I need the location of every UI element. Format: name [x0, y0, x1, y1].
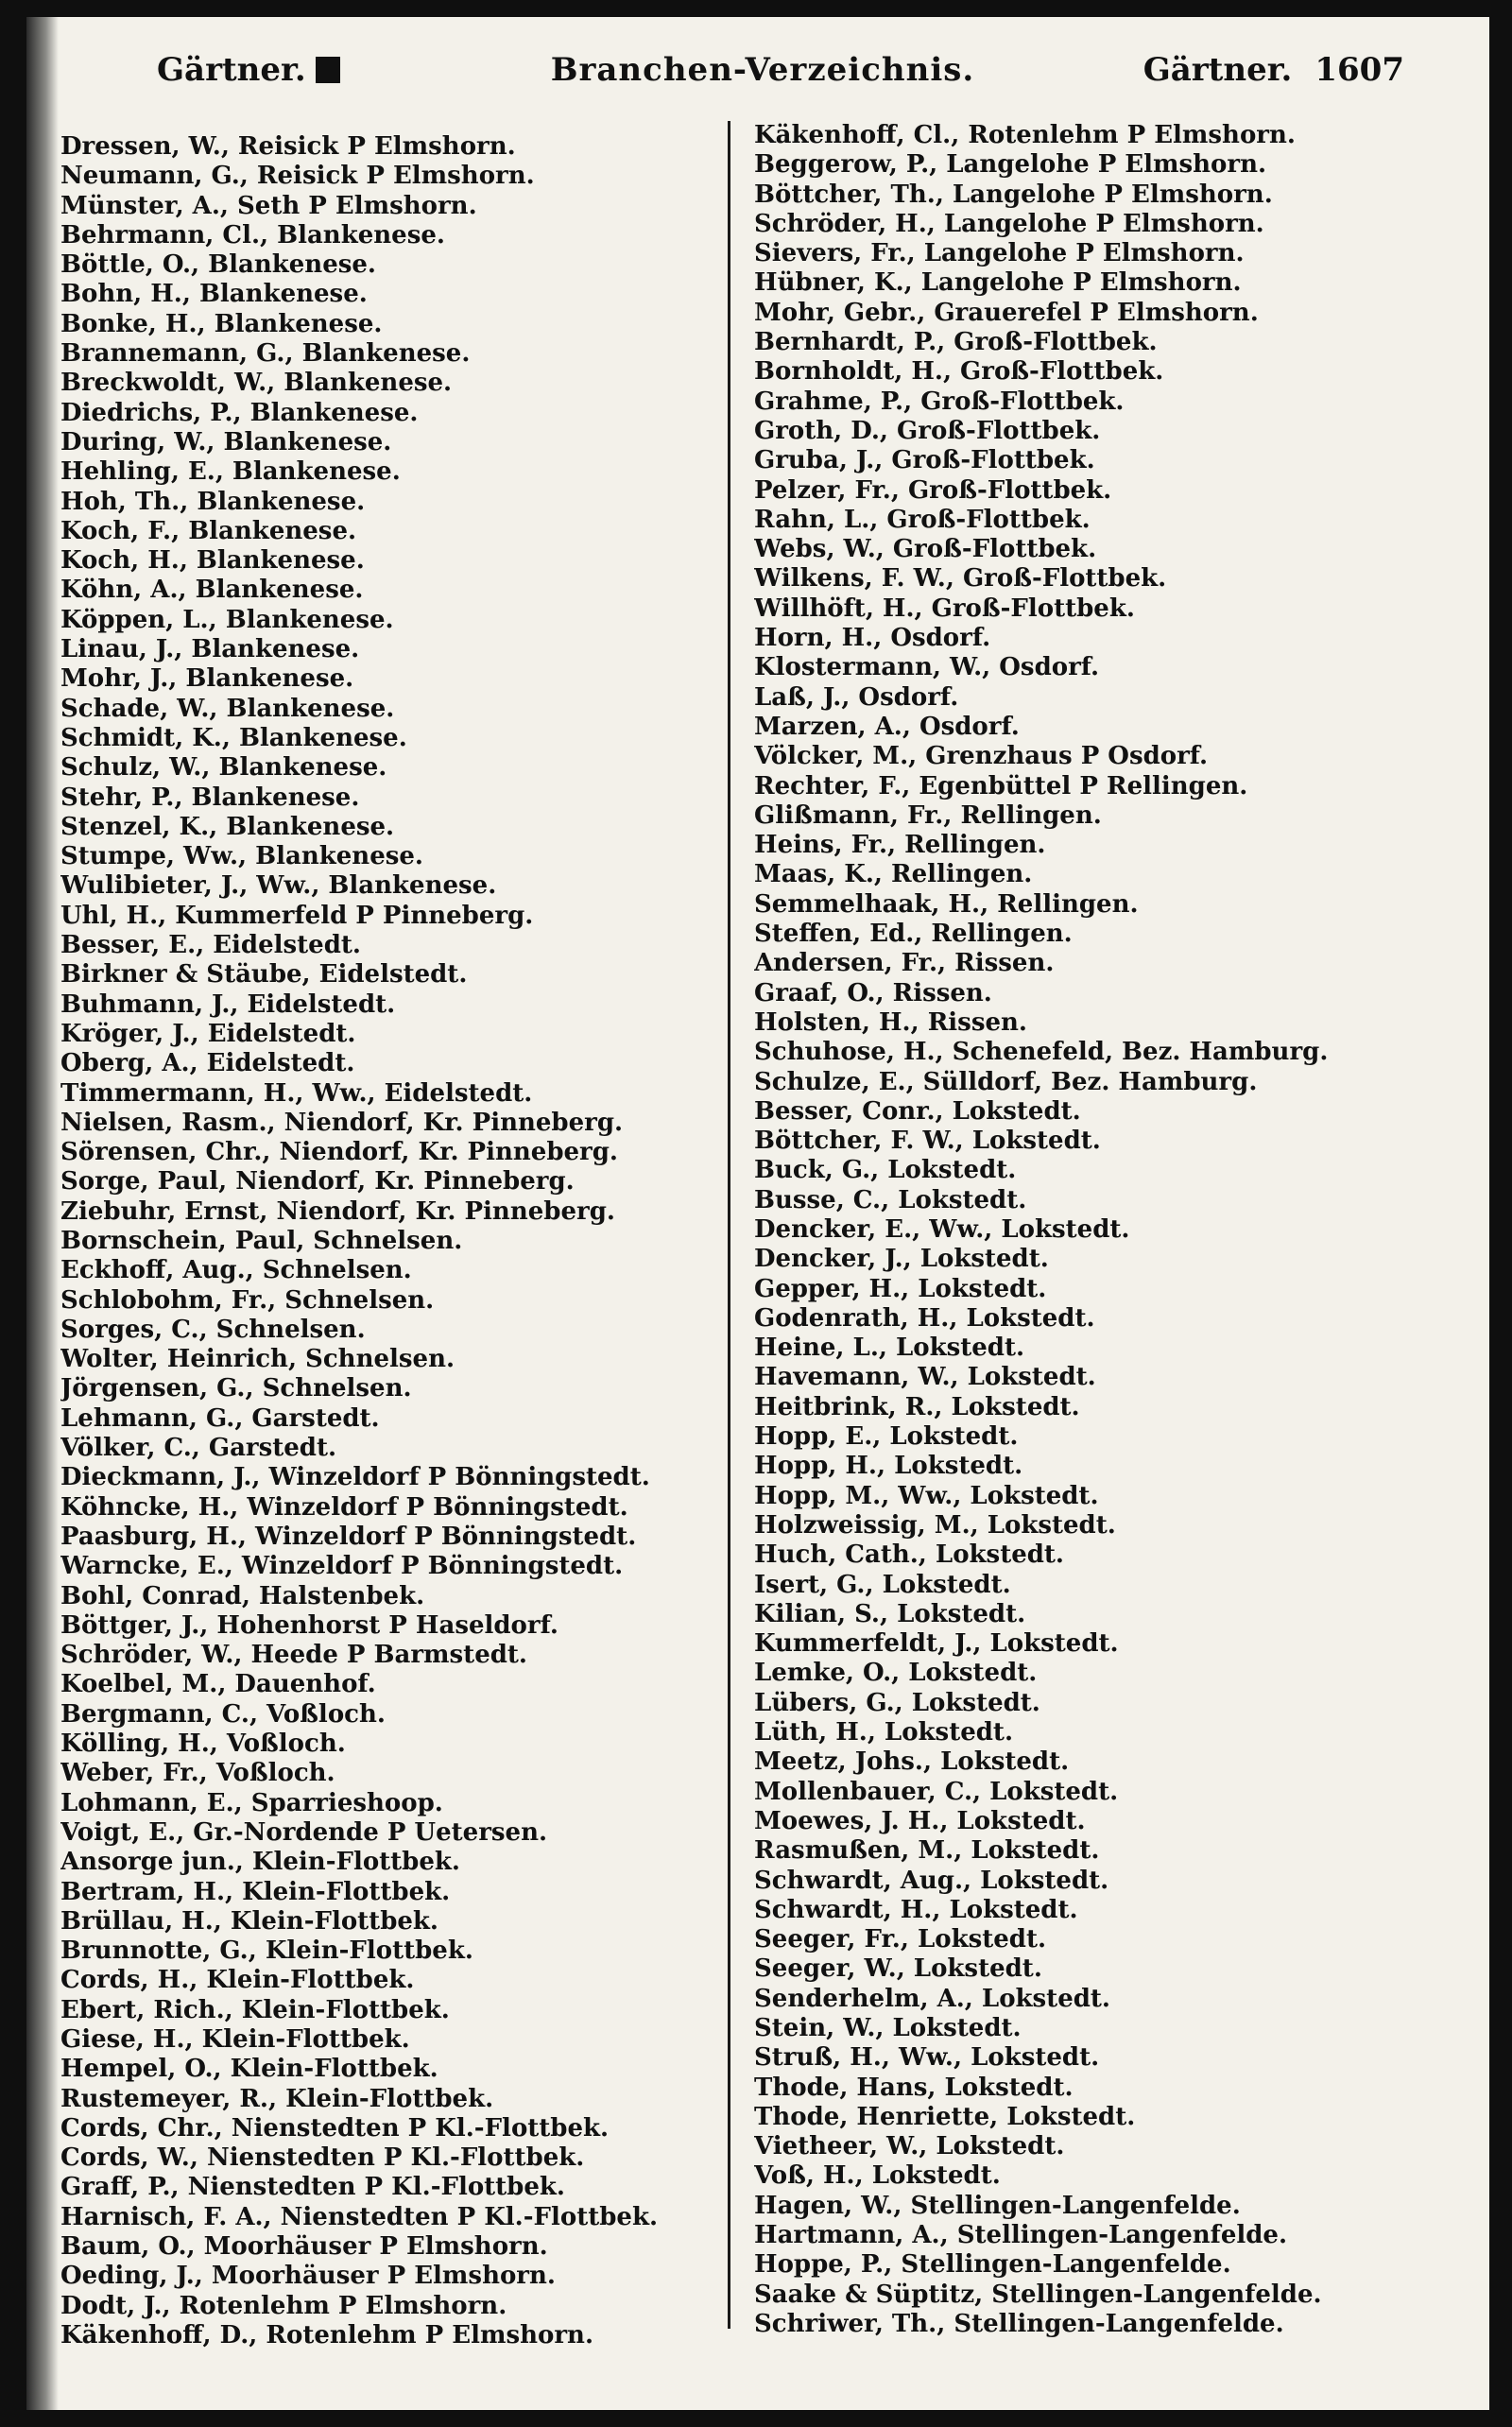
list-item: Böttcher, F. W., Lokstedt. — [754, 1127, 1101, 1156]
list-item: Isert, G., Lokstedt. — [754, 1570, 1011, 1599]
list-item: Wulibieter, J., Ww., Blankenese. — [60, 871, 497, 901]
list-item: Ansorge jun., Klein-Flottbek. — [60, 1848, 460, 1877]
column-divider — [728, 121, 730, 2329]
list-item: Paasburg, H., Winzeldorf P Bönningstedt. — [60, 1522, 637, 1551]
list-item: Gruba, J., Groß-Flottbek. — [754, 446, 1095, 475]
list-item: Dencker, J., Lokstedt. — [754, 1245, 1049, 1274]
header-left-title: Gärtner. — [157, 51, 306, 89]
list-item: Glißmann, Fr., Rellingen. — [754, 800, 1102, 830]
list-item: Thode, Hans, Lokstedt. — [754, 2073, 1074, 2102]
list-item: Lüth, H., Lokstedt. — [754, 1718, 1013, 1747]
list-item: Steffen, Ed., Rellingen. — [754, 920, 1073, 949]
list-item: Hoh, Th., Blankenese. — [60, 487, 366, 516]
list-item: Buck, G., Lokstedt. — [754, 1156, 1017, 1185]
list-item: Brüllau, H., Klein-Flottbek. — [60, 1906, 438, 1936]
list-item: Bohl, Conrad, Halstenbek. — [60, 1581, 425, 1610]
list-item: Ziebuhr, Ernst, Niendorf, Kr. Pinneberg. — [60, 1196, 615, 1226]
list-item: Mohr, J., Blankenese. — [60, 664, 354, 694]
list-item: Bornholdt, H., Groß-Flottbek. — [754, 357, 1164, 387]
list-item: Havemann, W., Lokstedt. — [754, 1363, 1096, 1392]
list-item: Rustemeyer, R., Klein-Flottbek. — [60, 2084, 494, 2113]
list-item: Stein, W., Lokstedt. — [754, 2014, 1022, 2042]
list-item: Heitbrink, R., Lokstedt. — [754, 1392, 1080, 1421]
list-item: Lehmann, G., Garstedt. — [60, 1403, 380, 1433]
list-item: Gepper, H., Lokstedt. — [754, 1274, 1047, 1303]
page-header — [121, 43, 1404, 100]
list-item: Koelbel, M., Dauenhof. — [60, 1670, 376, 1699]
list-item: Buhmann, J., Eidelstedt. — [60, 990, 396, 1019]
list-item: Stehr, P., Blankenese. — [60, 783, 360, 812]
list-item: Brannemann, G., Blankenese. — [60, 339, 471, 369]
list-item: Lemke, O., Lokstedt. — [754, 1659, 1038, 1688]
list-item: Eckhoff, Aug., Schnelsen. — [60, 1256, 412, 1285]
list-item: Ebert, Rich., Klein-Flottbek. — [60, 1995, 450, 2024]
list-item: Schulze, E., Sülldorf, Bez. Hamburg. — [754, 1067, 1258, 1096]
list-item: Andersen, Fr., Rissen. — [754, 949, 1055, 978]
list-item: Grahme, P., Groß-Flottbek. — [754, 387, 1125, 416]
list-item: Besser, E., Eidelstedt. — [60, 931, 361, 960]
list-item: Mohr, Gebr., Grauerefel P Elmshorn. — [754, 298, 1259, 327]
list-item: Heins, Fr., Rellingen. — [754, 831, 1046, 860]
list-item: Cords, H., Klein-Flottbek. — [60, 1966, 415, 1995]
list-item: Rechter, F., Egenbüttel P Rellingen. — [754, 771, 1248, 800]
left-column — [60, 132, 713, 2350]
list-item: Huch, Cath., Lokstedt. — [754, 1541, 1064, 1570]
list-item: Rahn, L., Groß-Flottbek. — [754, 505, 1091, 534]
list-item: Graff, P., Nienstedten P Kl.-Flottbek. — [60, 2173, 565, 2202]
list-item: Voß, H., Lokstedt. — [754, 2161, 1001, 2191]
list-item: Käkenhoff, Cl., Rotenlehm P Elmshorn. — [754, 121, 1296, 149]
list-item: Bohn, H., Blankenese. — [60, 280, 368, 309]
list-item: Hübner, K., Langelohe P Elmshorn. — [754, 268, 1242, 298]
list-item: Diedrichs, P., Blankenese. — [60, 398, 419, 427]
list-item: Köhncke, H., Winzeldorf P Bönningstedt. — [60, 1492, 628, 1522]
list-item: Cords, W., Nienstedten P Kl.-Flottbek. — [60, 2143, 585, 2173]
list-item: Seeger, W., Lokstedt. — [754, 1954, 1042, 1984]
list-item: Lohmann, E., Sparrieshoop. — [60, 1788, 443, 1817]
directory-page — [26, 17, 1489, 2410]
list-item: Cords, Chr., Nienstedten P Kl.-Flottbek. — [60, 2113, 610, 2143]
list-item: Rasmußen, M., Lokstedt. — [754, 1836, 1100, 1866]
list-item: Laß, J., Osdorf. — [754, 682, 959, 712]
list-item: Baum, O., Moorhäuser P Elmshorn. — [60, 2232, 548, 2262]
list-item: Hoppe, P., Stellingen-Langenfelde. — [754, 2250, 1231, 2280]
list-item: Bornschein, Paul, Schnelsen. — [60, 1226, 463, 1255]
list-item: Kröger, J., Eidelstedt. — [60, 1019, 356, 1048]
list-item: Graaf, O., Rissen. — [754, 978, 992, 1007]
list-item: Holzweissig, M., Lokstedt. — [754, 1510, 1116, 1540]
list-item: Oberg, A., Eidelstedt. — [60, 1049, 355, 1078]
list-item: Hopp, M., Ww., Lokstedt. — [754, 1481, 1099, 1510]
list-item: Marzen, A., Osdorf. — [754, 712, 1020, 741]
list-item: Godenrath, H., Lokstedt. — [754, 1303, 1095, 1333]
list-item: Uhl, H., Kummerfeld P Pinneberg. — [60, 901, 534, 930]
list-item: Münster, A., Seth P Elmshorn. — [60, 191, 477, 220]
list-item: Schade, W., Blankenese. — [60, 694, 395, 723]
header-center-title: Branchen-Verzeichnis. — [550, 51, 975, 89]
list-item: Neumann, G., Reisick P Elmshorn. — [60, 162, 535, 191]
list-item: Kilian, S., Lokstedt. — [754, 1599, 1026, 1628]
list-item: Hopp, H., Lokstedt. — [754, 1452, 1023, 1481]
list-item: Köppen, L., Blankenese. — [60, 605, 394, 634]
list-item: Busse, C., Lokstedt. — [754, 1185, 1027, 1214]
header-right-title: Gärtner. — [1143, 51, 1293, 89]
list-item: Schuhose, H., Schenefeld, Bez. Hamburg. — [754, 1038, 1329, 1067]
list-item: Behrmann, Cl., Blankenese. — [60, 220, 445, 250]
list-item: Heine, L., Lokstedt. — [754, 1334, 1025, 1363]
list-item: Seeger, Fr., Lokstedt. — [754, 1925, 1047, 1954]
list-item: Koch, F., Blankenese. — [60, 516, 357, 545]
list-item: Oeding, J., Moorhäuser P Elmshorn. — [60, 2262, 556, 2291]
list-item: Jörgensen, G., Schnelsen. — [60, 1374, 412, 1403]
list-item: Stenzel, K., Blankenese. — [60, 812, 395, 841]
list-item: Saake & Süptitz, Stellingen-Langenfelde. — [754, 2280, 1322, 2309]
list-item: Birkner & Stäube, Eidelstedt. — [60, 960, 468, 990]
list-item: Sorge, Paul, Niendorf, Kr. Pinneberg. — [60, 1167, 575, 1196]
list-item: Schriwer, Th., Stellingen-Langenfelde. — [754, 2309, 1284, 2338]
list-item: Sorges, C., Schnelsen. — [60, 1315, 366, 1344]
list-item: Bertram, H., Klein-Flottbek. — [60, 1877, 451, 1906]
list-item: Willhöft, H., Groß-Flottbek. — [754, 594, 1135, 623]
list-item: Kummerfeldt, J., Lokstedt. — [754, 1629, 1119, 1659]
list-item: Böttcher, Th., Langelohe P Elmshorn. — [754, 180, 1273, 209]
list-item: Moewes, J. H., Lokstedt. — [754, 1806, 1086, 1835]
list-item: Pelzer, Fr., Groß-Flottbek. — [754, 475, 1112, 505]
list-item: Schwardt, Aug., Lokstedt. — [754, 1866, 1109, 1895]
list-item: Dressen, W., Reisick P Elmshorn. — [60, 132, 516, 161]
list-item: Vietheer, W., Lokstedt. — [754, 2132, 1065, 2161]
list-item: Bernhardt, P., Groß-Flottbek. — [754, 328, 1158, 357]
list-item: Köhn, A., Blankenese. — [60, 576, 364, 605]
list-item: Sievers, Fr., Langelohe P Elmshorn. — [754, 239, 1245, 268]
list-item: Käkenhoff, D., Rotenlehm P Elmshorn. — [60, 2320, 594, 2350]
list-item: Warncke, E., Winzeldorf P Bönningstedt. — [60, 1552, 624, 1581]
list-item: Breckwoldt, W., Blankenese. — [60, 369, 453, 398]
list-item: Webs, W., Groß-Flottbek. — [754, 535, 1097, 564]
list-item: Sörensen, Chr., Niendorf, Kr. Pinneberg. — [60, 1138, 618, 1167]
list-item: Schmidt, K., Blankenese. — [60, 723, 407, 752]
list-item: Dencker, E., Ww., Lokstedt. — [754, 1214, 1130, 1244]
list-item: Linau, J., Blankenese. — [60, 635, 360, 664]
list-item: Dieckmann, J., Winzeldorf P Bönningstedt. — [60, 1463, 650, 1492]
page-number: 1607 — [1314, 51, 1404, 89]
list-item: Böttger, J., Hohenhorst P Haseldorf. — [60, 1610, 558, 1640]
list-item: Schulz, W., Blankenese. — [60, 753, 387, 783]
list-item: Hagen, W., Stellingen-Langenfelde. — [754, 2191, 1241, 2220]
list-item: Wilkens, F. W., Groß-Flottbek. — [754, 564, 1167, 594]
list-item: Horn, H., Osdorf. — [754, 624, 991, 653]
list-item: During, W., Blankenese. — [60, 427, 392, 456]
list-item: Böttle, O., Blankenese. — [60, 250, 376, 280]
list-item: Dodt, J., Rotenlehm P Elmshorn. — [60, 2291, 507, 2320]
list-item: Hopp, E., Lokstedt. — [754, 1422, 1019, 1452]
list-item: Schlobohm, Fr., Schnelsen. — [60, 1285, 435, 1315]
header-right — [1143, 51, 1404, 89]
list-item: Stumpe, Ww., Blankenese. — [60, 842, 423, 871]
list-item: Beggerow, P., Langelohe P Elmshorn. — [754, 150, 1267, 180]
list-item: Meetz, Johs., Lokstedt. — [754, 1747, 1070, 1777]
list-item: Mollenbauer, C., Lokstedt. — [754, 1777, 1119, 1806]
list-item: Weber, Fr., Voßloch. — [60, 1759, 335, 1788]
list-item: Harnisch, F. A., Nienstedten P Kl.-Flottbek. — [60, 2202, 659, 2231]
list-item: Schröder, H., Langelohe P Elmshorn. — [754, 209, 1264, 238]
list-item: Völcker, M., Grenzhaus P Osdorf. — [754, 742, 1209, 771]
list-item: Nielsen, Rasm., Niendorf, Kr. Pinneberg. — [60, 1108, 624, 1137]
list-item: Giese, H., Klein-Flottbek. — [60, 2025, 410, 2054]
list-item: Besser, Conr., Lokstedt. — [754, 1096, 1081, 1126]
list-item: Hempel, O., Klein-Flottbek. — [60, 2055, 438, 2084]
list-item: Brunnotte, G., Klein-Flottbek. — [60, 1936, 473, 1966]
list-item: Holsten, H., Rissen. — [754, 1007, 1027, 1037]
list-item: Koch, H., Blankenese. — [60, 546, 365, 576]
list-item: Semmelhaak, H., Rellingen. — [754, 889, 1139, 919]
list-item: Schröder, W., Heede P Barmstedt. — [60, 1641, 527, 1670]
list-item: Maas, K., Rellingen. — [754, 860, 1033, 889]
right-column — [754, 121, 1406, 2339]
list-item: Völker, C., Garstedt. — [60, 1434, 337, 1463]
list-item: Klostermann, W., Osdorf. — [754, 653, 1100, 682]
list-item: Groth, D., Groß-Flottbek. — [754, 416, 1101, 445]
list-item: Hartmann, A., Stellingen-Langenfelde. — [754, 2221, 1288, 2250]
list-item: Senderhelm, A., Lokstedt. — [754, 1984, 1110, 2013]
list-item: Bonke, H., Blankenese. — [60, 309, 383, 338]
list-item: Struß, H., Ww., Lokstedt. — [754, 2043, 1100, 2073]
list-item: Timmermann, H., Ww., Eidelstedt. — [60, 1078, 533, 1108]
list-item: Schwardt, H., Lokstedt. — [754, 1895, 1078, 1924]
list-item: Wolter, Heinrich, Schnelsen. — [60, 1345, 455, 1374]
list-item: Voigt, E., Gr.-Nordende P Uetersen. — [60, 1817, 548, 1847]
list-item: Kölling, H., Voßloch. — [60, 1730, 346, 1759]
list-item: Bergmann, C., Voßloch. — [60, 1699, 386, 1729]
list-item: Lübers, G., Lokstedt. — [754, 1688, 1040, 1717]
list-item: Thode, Henriette, Lokstedt. — [754, 2102, 1136, 2131]
list-item: Hehling, E., Blankenese. — [60, 457, 401, 487]
